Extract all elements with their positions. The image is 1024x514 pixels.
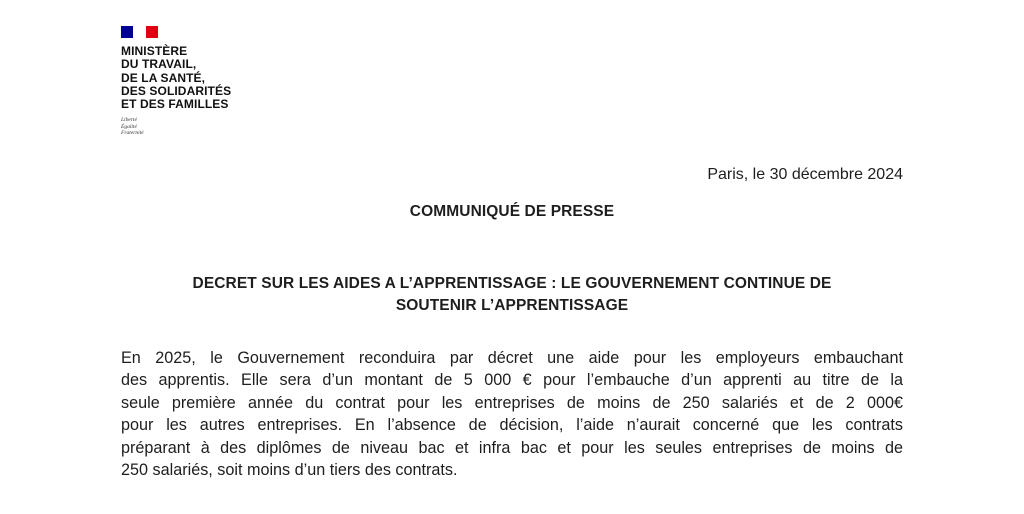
headline [150, 273, 874, 317]
ministry-name-line: DU TRAVAIL, [121, 57, 197, 72]
body-line: pour les autres entreprises. En l’absence de décision, l’aide n’aurait concerné que les contrats [121, 416, 903, 435]
body-paragraph [121, 347, 903, 481]
body-line: seule première année du contrat pour les entreprises de moins de 250 salariés et de 2 000€ [121, 393, 903, 412]
flag-stripe-red [146, 26, 158, 38]
headline-line: SOUTENIR L’APPRENTISSAGE [395, 297, 629, 314]
body-line: En 2025, le Gouvernement reconduira par décret une aide pour les employeurs embauchant [121, 349, 903, 367]
ministry-name-line: DE LA SANTÉ, [121, 70, 206, 85]
body-line: des apprentis. Elle sera d’un montant de 5 000 € pour l’embauche d’un apprenti au titre de la [121, 371, 903, 390]
press-release-label: COMMUNIQUÉ DE PRESSE [409, 203, 615, 220]
ministry-name [121, 45, 231, 111]
ministry-name-line: MINISTÈRE [121, 44, 188, 58]
ministry-logo [121, 26, 231, 137]
motto-line: Fraternité [121, 130, 144, 137]
republic-motto [121, 117, 231, 137]
motto-line: Égalité [121, 123, 137, 130]
flag-stripe-white [133, 26, 145, 38]
dateline: Paris, le 30 décembre 2024 [707, 166, 903, 183]
ministry-name-line: ET DES FAMILLES [121, 97, 229, 112]
ministry-name-line: DES SOLIDARITÉS [121, 83, 232, 98]
french-flag-icon [121, 26, 158, 38]
motto-line: Liberté [121, 117, 137, 124]
body-line: 250 salariés, soit moins d’un tiers des contrats. [121, 461, 458, 480]
flag-stripe-blue [121, 26, 133, 38]
body-line: préparant à des diplômes de niveau bac et infra bac et pour les seules entreprises de moins de [121, 438, 903, 457]
headline-line: DECRET SUR LES AIDES A L’APPRENTISSAGE : LE GOUVERNEMENT CONTINUE DE [192, 275, 832, 292]
